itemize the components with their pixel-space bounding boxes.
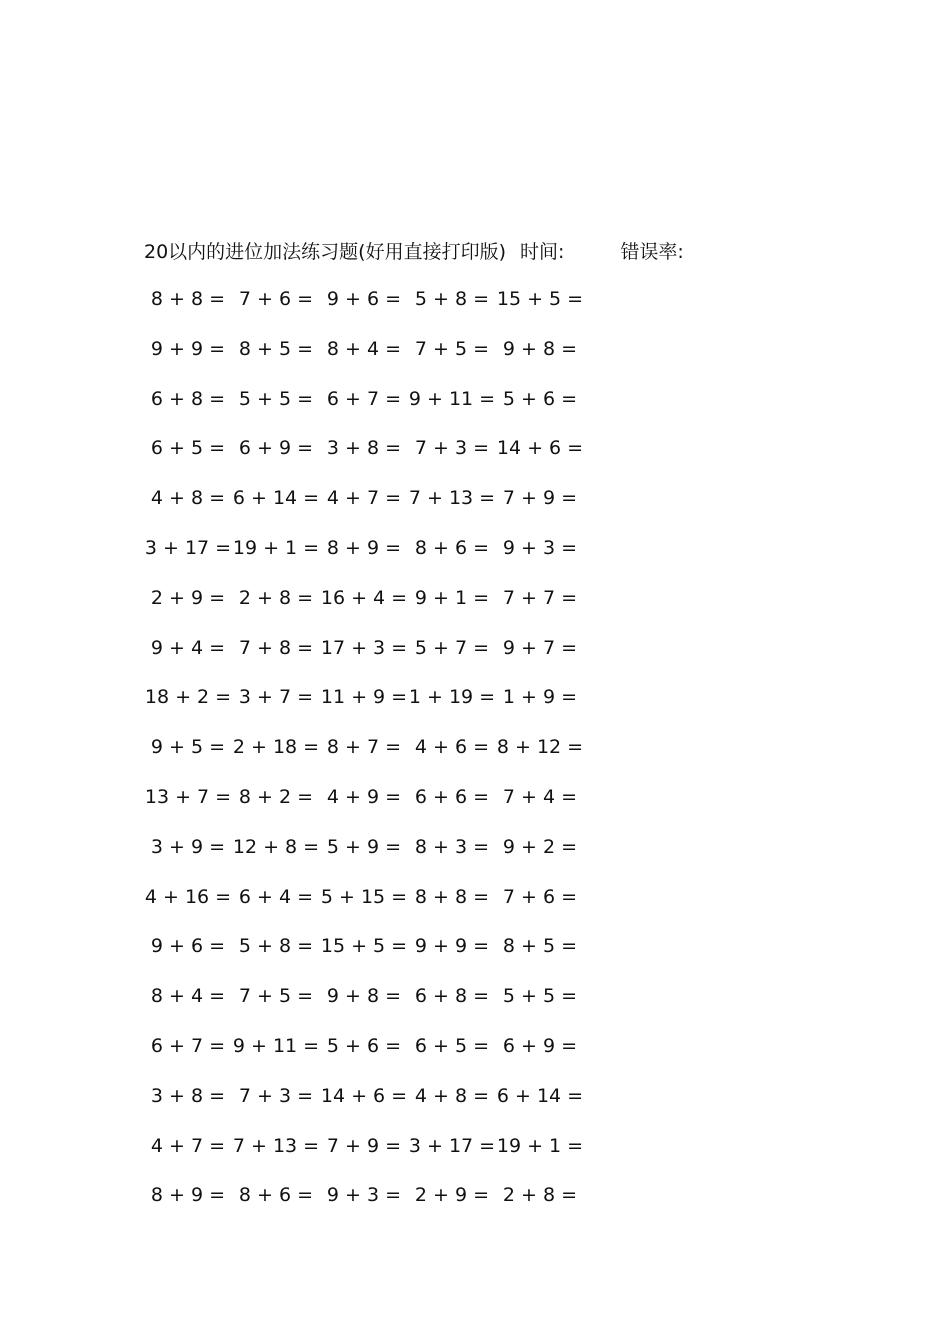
addition-problem: 5 + 5 = [502,985,578,1008]
addition-problem: 4 + 9 = [326,785,402,808]
problem-row [144,1181,604,1231]
addition-problem: 17 + 3 = [320,636,408,659]
addition-problem: 8 + 9 = [326,536,402,559]
error-rate-label: 错误率: [620,240,684,263]
problem-row [144,733,604,783]
addition-problem: 6 + 7 = [150,1034,226,1057]
addition-problem: 6 + 9 = [502,1034,578,1057]
addition-problem: 8 + 7 = [326,736,402,759]
addition-problem: 7 + 6 = [502,885,578,908]
problem-row [144,484,604,534]
addition-problem: 12 + 8 = [232,835,320,858]
problem-grid [144,285,604,1231]
addition-problem: 4 + 7 = [326,487,402,510]
addition-problem: 9 + 4 = [150,636,226,659]
addition-problem: 6 + 5 = [150,437,226,460]
addition-problem: 3 + 8 = [150,1084,226,1107]
addition-problem: 7 + 6 = [238,288,314,310]
worksheet-header [144,236,684,264]
addition-problem: 9 + 11 = [232,1034,320,1057]
addition-problem: 7 + 7 = [502,586,578,609]
addition-problem: 13 + 7 = [144,785,232,808]
addition-problem: 9 + 9 = [150,337,226,360]
addition-problem: 6 + 6 = [414,785,490,808]
problem-row [144,434,604,484]
addition-problem: 14 + 6 = [496,437,584,460]
addition-problem: 2 + 18 = [232,736,320,759]
addition-problem: 8 + 12 = [496,736,584,759]
addition-problem: 6 + 14 = [496,1084,584,1107]
addition-problem: 5 + 8 = [414,288,490,310]
addition-problem: 19 + 1 = [496,1134,584,1157]
addition-problem: 3 + 17 = [144,536,232,559]
problem-row [144,1032,604,1082]
addition-problem: 4 + 16 = [144,885,232,908]
addition-problem: 2 + 8 = [502,1184,578,1207]
addition-problem: 15 + 5 = [320,935,408,958]
addition-problem: 11 + 9 = [320,686,408,709]
addition-problem: 1 + 19 = [408,686,496,709]
problem-row [144,1132,604,1182]
addition-problem: 7 + 8 = [238,636,314,659]
addition-problem: 6 + 8 = [150,387,226,410]
addition-problem: 4 + 7 = [150,1134,226,1157]
addition-problem: 19 + 1 = [232,536,320,559]
addition-problem: 9 + 8 = [326,985,402,1008]
addition-problem: 5 + 8 = [238,935,314,958]
problem-row [144,285,604,335]
addition-problem: 9 + 5 = [150,736,226,759]
addition-problem: 9 + 8 = [502,337,578,360]
addition-problem: 8 + 8 = [150,288,226,310]
addition-problem: 5 + 6 = [502,387,578,410]
problem-row [144,335,604,385]
addition-problem: 3 + 8 = [326,437,402,460]
addition-problem: 4 + 8 = [150,487,226,510]
addition-problem: 6 + 4 = [238,885,314,908]
addition-problem: 2 + 8 = [238,586,314,609]
addition-problem: 7 + 13 = [232,1134,320,1157]
problem-row [144,634,604,684]
addition-problem: 8 + 4 = [326,337,402,360]
problem-row [144,584,604,634]
addition-problem: 1 + 9 = [502,686,578,709]
addition-problem: 4 + 6 = [414,736,490,759]
addition-problem: 7 + 5 = [414,337,490,360]
addition-problem: 5 + 7 = [414,636,490,659]
addition-problem: 4 + 8 = [414,1084,490,1107]
addition-problem: 16 + 4 = [320,586,408,609]
problem-row [144,534,604,584]
problem-row [144,385,604,435]
problem-row [144,883,604,933]
addition-problem: 5 + 6 = [326,1034,402,1057]
addition-problem: 9 + 6 = [150,935,226,958]
addition-problem: 5 + 15 = [320,885,408,908]
addition-problem: 15 + 5 = [496,288,584,310]
problem-row [144,982,604,1032]
addition-problem: 8 + 5 = [238,337,314,360]
problem-row [144,683,604,733]
addition-problem: 6 + 7 = [326,387,402,410]
addition-problem: 8 + 8 = [414,885,490,908]
addition-problem: 6 + 5 = [414,1034,490,1057]
addition-problem: 8 + 5 = [502,935,578,958]
addition-problem: 6 + 14 = [232,487,320,510]
addition-problem: 7 + 3 = [238,1084,314,1107]
addition-problem: 8 + 4 = [150,985,226,1008]
addition-problem: 8 + 6 = [238,1184,314,1207]
addition-problem: 14 + 6 = [320,1084,408,1107]
addition-problem: 9 + 9 = [414,935,490,958]
addition-problem: 8 + 2 = [238,785,314,808]
addition-problem: 7 + 13 = [408,487,496,510]
addition-problem: 9 + 1 = [414,586,490,609]
addition-problem: 9 + 7 = [502,636,578,659]
addition-problem: 7 + 5 = [238,985,314,1008]
addition-problem: 2 + 9 = [150,586,226,609]
addition-problem: 7 + 9 = [502,487,578,510]
problem-row [144,1082,604,1132]
problem-row [144,932,604,982]
problem-row [144,783,604,833]
addition-problem: 8 + 3 = [414,835,490,858]
addition-problem: 2 + 9 = [414,1184,490,1207]
addition-problem: 3 + 17 = [408,1134,496,1157]
addition-problem: 18 + 2 = [144,686,232,709]
addition-problem: 9 + 2 = [502,835,578,858]
addition-problem: 5 + 9 = [326,835,402,858]
addition-problem: 6 + 9 = [238,437,314,460]
addition-problem: 8 + 9 = [150,1184,226,1207]
addition-problem: 3 + 9 = [150,835,226,858]
addition-problem: 7 + 3 = [414,437,490,460]
addition-problem: 3 + 7 = [238,686,314,709]
addition-problem: 9 + 3 = [326,1184,402,1207]
addition-problem: 9 + 11 = [408,387,496,410]
addition-problem: 5 + 5 = [238,387,314,410]
addition-problem: 7 + 4 = [502,785,578,808]
addition-problem: 9 + 6 = [326,288,402,310]
addition-problem: 7 + 9 = [326,1134,402,1157]
worksheet-title: 20以内的进位加法练习题(好用直接打印版) [144,240,507,263]
addition-problem: 8 + 6 = [414,536,490,559]
addition-problem: 9 + 3 = [502,536,578,559]
addition-problem: 6 + 8 = [414,985,490,1008]
time-label: 时间: [520,240,565,263]
problem-row [144,833,604,883]
